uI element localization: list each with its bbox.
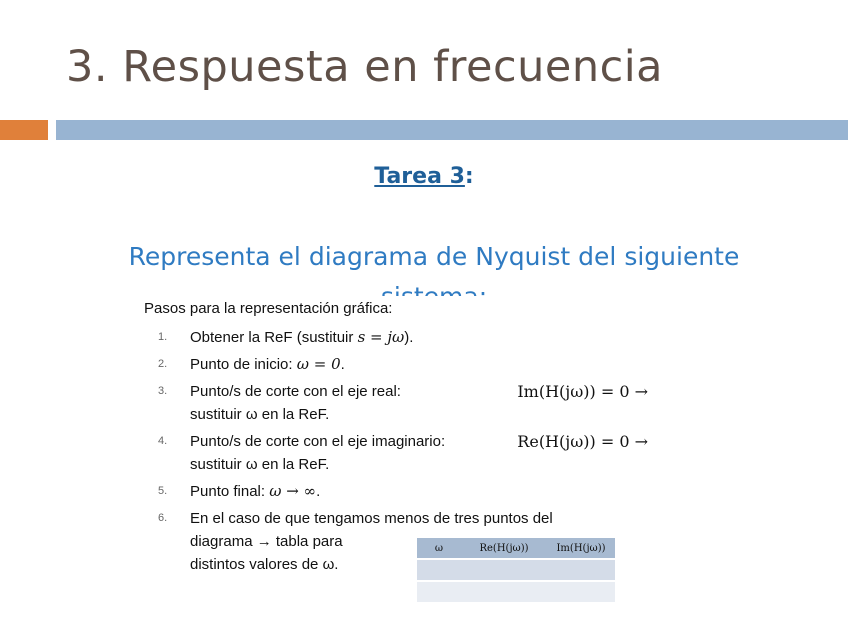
step-text: sustituir ω en la ReF. (190, 406, 330, 423)
step-number: 4. (158, 435, 168, 447)
accent-bar-orange (0, 120, 48, 140)
table-cell (461, 559, 547, 581)
step-text: Punto de inicio: (190, 356, 297, 373)
step-item (158, 380, 648, 426)
task-heading (0, 164, 848, 189)
step-text: sustituir ω en la ReF. (190, 456, 330, 473)
table-header: ω (417, 538, 461, 559)
step-number: 1. (158, 331, 168, 343)
step-text: Punto/s de corte con el eje imaginario: (190, 433, 446, 450)
step-math: Im(H(jω)) = 0 → (517, 382, 648, 401)
step-math: ω = 0 (296, 355, 341, 373)
step-text: . (316, 483, 321, 500)
step-math: Re(H(jω)) = 0 → (517, 432, 648, 451)
task-statement: Representa el diagrama de Nyquist del siguiente (128, 242, 740, 271)
task-colon: : (464, 164, 474, 189)
step-math: ω → ∞ (269, 482, 317, 500)
steps-image (128, 296, 656, 606)
step-item (158, 430, 648, 476)
step-item (158, 353, 648, 376)
step-text: . (340, 356, 345, 373)
step-item (158, 480, 648, 503)
table-header-row (417, 538, 615, 559)
table-cell (461, 581, 547, 602)
step-number: 6. (158, 512, 168, 524)
step-number: 5. (158, 485, 168, 497)
step-text: diagrama → tabla para (190, 533, 343, 550)
table-cell (417, 559, 461, 581)
step-text: ). (404, 329, 414, 346)
table-cell (547, 581, 615, 602)
table-cell (547, 559, 615, 581)
step-text: Punto final: (190, 483, 270, 500)
step-text: Punto/s de corte con el eje real: (190, 383, 401, 400)
task-label: Tarea 3 (374, 164, 465, 189)
step-item (158, 326, 648, 349)
step-text: En el caso de que tengamos menos de tres puntos del (190, 510, 553, 527)
step-text: distintos valores de ω. (190, 556, 339, 573)
step-number: 3. (158, 385, 168, 397)
steps-heading: Pasos para la representación gráfica: (144, 300, 393, 317)
table-row (417, 581, 615, 602)
slide-title: 3. Respuesta en frecuencia (66, 42, 664, 92)
accent-bar-blue (56, 120, 848, 140)
step-number: 2. (158, 358, 168, 370)
table-cell (417, 581, 461, 602)
step-math: s = jω (357, 328, 405, 346)
step-text: Obtener la ReF (sustituir (190, 329, 358, 346)
table-row (417, 559, 615, 581)
table-header: Re(H(jω)) (461, 538, 547, 559)
values-table (417, 538, 615, 602)
table-header: Im(H(jω)) (547, 538, 615, 559)
